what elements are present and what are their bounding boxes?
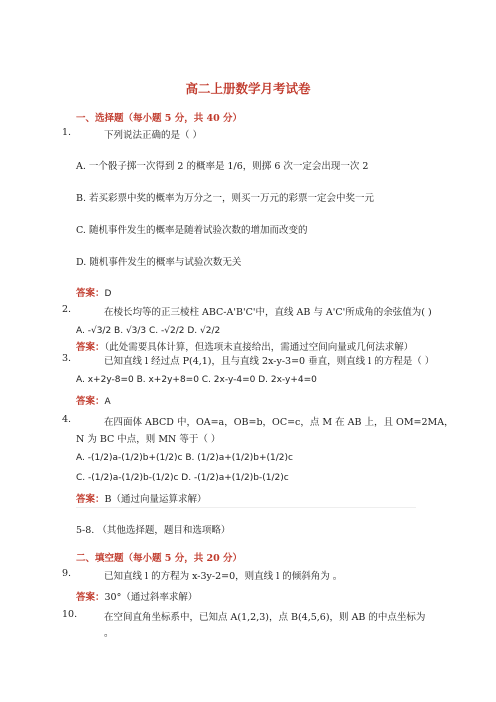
answer-label: 答案：	[76, 342, 105, 353]
answer-line	[76, 285, 111, 299]
answer-line	[76, 393, 111, 407]
divider	[76, 507, 416, 508]
option-a: A. 一个骰子掷一次得到 2 的概率是 1/6，则掷 6 次一定会出现一次 2	[76, 161, 369, 172]
answer-label: 答案：	[76, 592, 105, 603]
question-number: 1.	[62, 127, 72, 138]
option-c: C. 随机事件发生的概率是随着试验次数的增加而改变的	[76, 225, 308, 236]
question-text: 在棱长均等的正三棱柱 ABC-A'B'C'中，直线 AB 与 A'C'所成角的余弦值为( )	[104, 307, 432, 318]
answer-label: 答案：	[76, 288, 105, 299]
question-text: 已知直线 l 经过点 P(4,1)，且与直线 2x-y-3=0 垂直，则直线 l 的方程是（ ）	[104, 356, 435, 367]
question-options: A. -√3/2 B. √3/3 C. -√2/2 D. √2/2	[76, 326, 221, 336]
question-options: A. -(1/2)a-(1/2)b+(1/2)c B. (1/2)a+(1/2)b+(1/2)c	[76, 453, 293, 463]
question-text-continued: N 为 BC 中点，则 MN 等于（ ）	[76, 434, 221, 445]
answer-line	[76, 491, 207, 505]
answer-value: A	[104, 397, 111, 407]
answer-value: （此处需要具体计算，但选项未直接给出，需通过空间向量或几何法求解）	[104, 342, 414, 353]
question-text: 已知直线 l 的方程为 x-3y-2=0，则直线 l 的倾斜角为 。	[104, 571, 343, 582]
question-number: 9.	[62, 568, 72, 579]
answer-value: B（通过向量运算求解）	[104, 494, 207, 505]
option-b: B. 若买彩票中奖的概率为万分之一，则买一万元的彩票一定会中奖一元	[76, 193, 375, 204]
question-number: 2.	[62, 304, 72, 315]
answer-value: 30°（通过斜率求解）	[104, 592, 198, 603]
question-text: 在空间直角坐标系中，已知点 A(1,2,3)，点 B(4,5,6)，则 AB 的中点坐标为	[104, 612, 426, 623]
question-options: C. -(1/2)a-(1/2)b-(1/2)c D. -(1/2)a+(1/2)b-(1/2)c	[76, 473, 289, 483]
question-text: 在四面体 ABCD 中，OA=a，OB=b，OC=c，点 M 在 AB 上，且 OM=2MA，	[104, 417, 454, 428]
question-options: A. x+2y-8=0 B. x+2y+8=0 C. 2x-y-4=0 D. 2x-y+4=0	[76, 375, 317, 385]
answer-label: 答案：	[76, 494, 105, 505]
page-title: 高二上册数学月考试卷	[185, 81, 311, 96]
option-d: D. 随机事件发生的概率与试验次数无关	[76, 257, 242, 268]
section-heading-choice: 一、选择题（每小题 5 分，共 40 分）	[76, 113, 243, 124]
answer-value: D	[104, 289, 112, 299]
answer-label: 答案：	[76, 396, 105, 407]
question-number: 3.	[62, 353, 72, 364]
omitted-questions-note: 5-8. （其他选择题，题目和选项略）	[76, 525, 231, 536]
question-number: 10.	[62, 609, 78, 620]
answer-line	[76, 339, 413, 353]
question-text: 下列说法正确的是（ ）	[104, 130, 203, 141]
section-heading-fill-in: 二、填空题（每小题 5 分，共 20 分）	[76, 553, 243, 564]
answer-line	[76, 589, 197, 603]
question-number: 4.	[62, 414, 72, 425]
question-text-continued: 。	[104, 628, 114, 639]
